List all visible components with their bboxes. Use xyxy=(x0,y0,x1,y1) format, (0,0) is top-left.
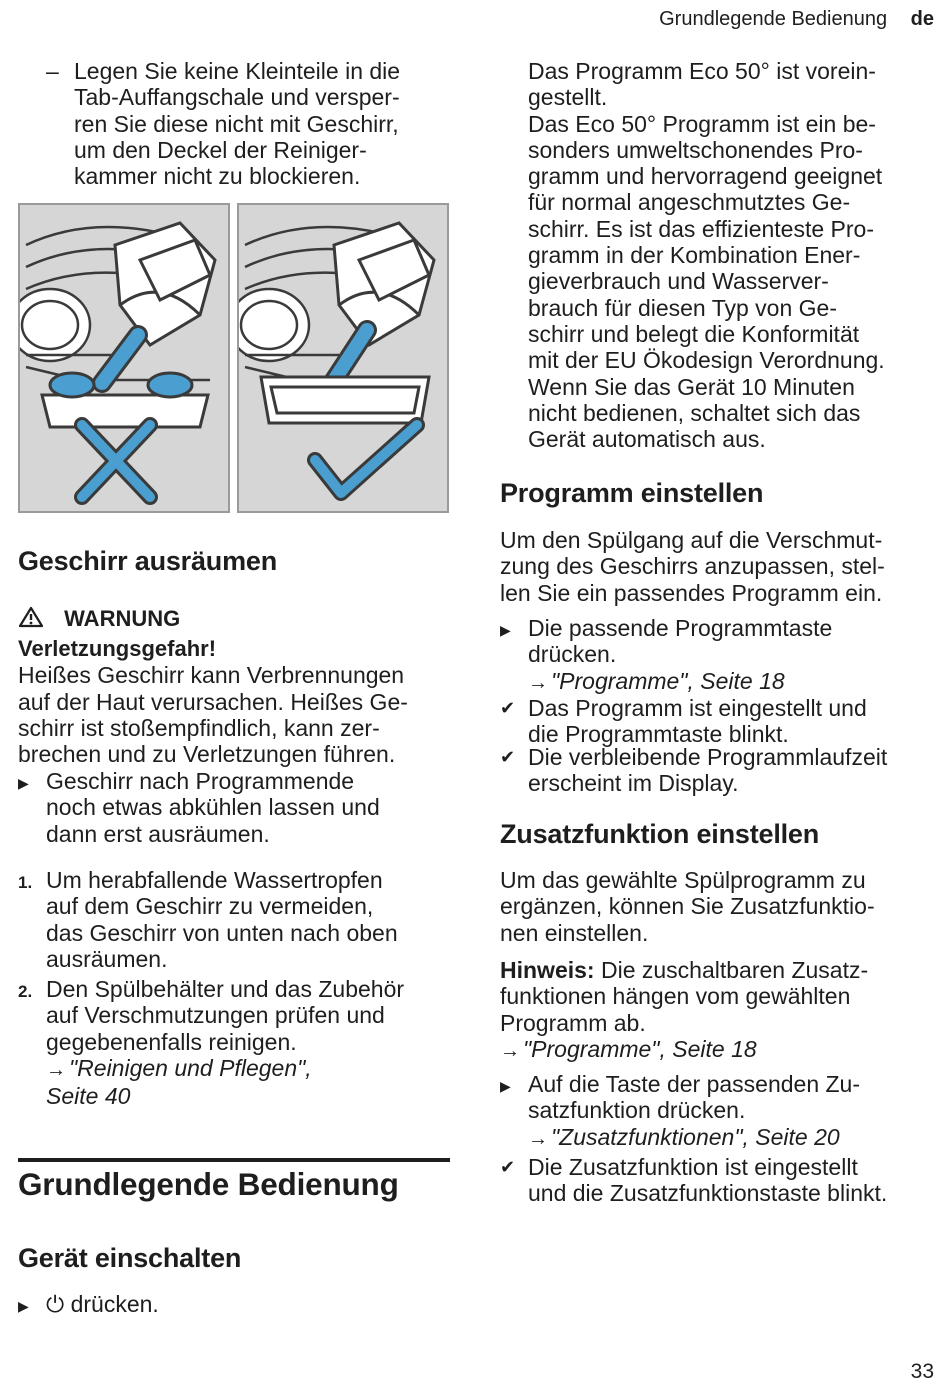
bullet-triangle-icon: ▶ xyxy=(18,775,29,791)
text-line: funktionen hängen vom gewählten xyxy=(500,983,851,1010)
switch-on-step xyxy=(46,1291,159,1317)
text-line: Das Eco 50° Programm ist ein be- xyxy=(528,110,876,137)
text-line: schirr. Es ist das effizienteste Pro- xyxy=(528,215,874,242)
text-line: Die zuschaltbaren Zusatz- xyxy=(594,957,869,983)
text-line: gieverbrauch und Wasserver- xyxy=(528,268,829,295)
text-line: satzfunktion drücken. xyxy=(528,1097,746,1124)
text-line: die Programmtaste blinkt. xyxy=(528,721,789,748)
text-line: Die passende Programmtaste xyxy=(528,615,833,641)
text-line: Gerät automatisch aus. xyxy=(528,426,766,453)
text-line: schirr und belegt die Konformität xyxy=(528,320,860,347)
text-line: Um den Spülgang auf die Verschmut- xyxy=(500,527,883,553)
note-label: Hinweis: xyxy=(500,957,595,983)
illustration-correct xyxy=(237,203,449,513)
cross-reference-link[interactable] xyxy=(528,1124,860,1152)
header-section-title: Grundlegende Bedienung xyxy=(659,8,888,30)
bullet-triangle-icon: ▶ xyxy=(500,622,511,638)
reference-text: "Reinigen und Pflegen", xyxy=(69,1054,312,1081)
illustration-wrong xyxy=(18,203,230,513)
intro-dash: – xyxy=(46,58,59,84)
header-language: de xyxy=(910,8,934,30)
extra-function-intro xyxy=(500,867,875,946)
program-intro xyxy=(500,527,885,606)
text-line: nen einstellen. xyxy=(500,919,649,946)
eco-program-text xyxy=(528,58,885,452)
warning-text xyxy=(18,662,458,767)
warning-step xyxy=(46,768,380,847)
text-line: Die verbleibende Programmlaufzeit xyxy=(528,744,888,770)
text-line: Legen Sie keine Kleinteile in die xyxy=(74,58,401,84)
text-line: Um das gewählte Spülprogramm zu xyxy=(500,867,866,893)
switch-on-heading: Gerät einschalten xyxy=(18,1243,242,1273)
step-2 xyxy=(46,976,404,1109)
text-line: gramm und hervorragend geeignet xyxy=(528,163,883,190)
bullet-triangle-icon: ▶ xyxy=(500,1078,511,1094)
step-number: 1. xyxy=(18,873,33,892)
text-line: drücken. xyxy=(70,1291,159,1317)
text-line: gramm in der Kombination Ener- xyxy=(528,242,861,269)
arrow-right-icon: → xyxy=(46,1058,66,1081)
unload-heading: Geschirr ausräumen xyxy=(18,546,278,576)
text-line: schirr ist stoßempfindlich, kann zer- xyxy=(18,714,380,741)
text-line: auf dem Geschirr zu vermeiden, xyxy=(46,893,374,920)
bullet-triangle-icon: ▶ xyxy=(18,1298,29,1314)
text-line: Tab-Auffangschale und versper- xyxy=(74,84,400,111)
text-line: Auf die Taste der passenden Zu- xyxy=(528,1071,861,1097)
text-line: Das Programm Eco 50° ist vorein- xyxy=(528,58,876,84)
extra-function-step xyxy=(528,1071,860,1152)
text-line: Programm ab. xyxy=(500,1009,646,1036)
text-line: nicht bedienen, schaltet sich das xyxy=(528,399,861,426)
warning-block xyxy=(18,606,458,767)
warning-icon xyxy=(18,606,44,628)
step-1 xyxy=(46,867,398,972)
text-line: erscheint im Display. xyxy=(528,770,739,797)
text-line: das Geschirr von unten nach oben xyxy=(46,919,398,946)
text-line: kammer nicht zu blockieren. xyxy=(74,163,361,190)
text-line: ren Sie diese nicht mit Geschirr, xyxy=(74,110,399,137)
text-line: Das Programm ist eingestellt und xyxy=(528,695,867,721)
step-number: 2. xyxy=(18,982,33,1001)
text-line: len Sie ein passendes Programm ein. xyxy=(500,579,883,606)
text-line: sonders umweltschonendes Pro- xyxy=(528,136,863,163)
reference-text: "Programme", Seite 18 xyxy=(551,667,785,694)
checkmark-icon: ✔ xyxy=(500,747,516,767)
program-heading: Programm einstellen xyxy=(500,478,764,508)
program-step xyxy=(528,615,832,696)
text-line: mit der EU Ökodesign Verordnung. xyxy=(528,347,885,374)
cross-reference-link[interactable] xyxy=(46,1055,404,1083)
text-line: zung des Geschirrs anzupassen, stel- xyxy=(500,553,885,580)
extra-function-result xyxy=(528,1154,887,1207)
text-line: brechen und zu Verletzungen führen. xyxy=(18,741,396,768)
text-line: ausräumen. xyxy=(46,945,168,972)
warning-title: Verletzungsgefahr! xyxy=(18,636,217,661)
power-icon: ⏻ xyxy=(46,1291,65,1317)
text-line: Die Zusatzfunktion ist eingestellt xyxy=(528,1154,858,1180)
text-line: Wenn Sie das Gerät 10 Minuten xyxy=(528,373,855,400)
note-block xyxy=(500,957,868,1064)
reference-text: "Programme", Seite 18 xyxy=(523,1035,757,1062)
text-line: und die Zusatzfunktionstaste blinkt. xyxy=(528,1180,888,1207)
cross-reference-link[interactable] xyxy=(500,1036,868,1064)
text-line: noch etwas abkühlen lassen und xyxy=(46,794,380,821)
text-line: für normal angeschmutztes Ge- xyxy=(528,189,851,216)
checkmark-icon: ✔ xyxy=(500,1157,516,1177)
text-line: auf Verschmutzungen prüfen und xyxy=(46,1002,385,1029)
warning-label: WARNUNG xyxy=(64,606,181,631)
arrow-right-icon: → xyxy=(528,671,548,694)
text-line: drücken. xyxy=(528,641,617,668)
reference-text[interactable]: Seite 40 xyxy=(46,1083,131,1110)
checkmark-icon: ✔ xyxy=(500,698,516,718)
text-line: auf der Haut verursachen. Heißes Ge- xyxy=(18,688,408,715)
text-line: dann erst ausräumen. xyxy=(46,820,270,847)
arrow-right-icon: → xyxy=(528,1127,548,1150)
text-line: brauch für diesen Typ von Ge- xyxy=(528,294,837,321)
section-heading: Grundlegende Bedienung xyxy=(18,1166,399,1202)
text-line: ergänzen, können Sie Zusatzfunktio- xyxy=(500,893,875,920)
cross-reference-link[interactable] xyxy=(528,668,832,696)
section-rule xyxy=(18,1158,450,1162)
text-line: gestellt. xyxy=(528,84,608,111)
text-line: Um herabfallende Wassertropfen xyxy=(46,867,383,893)
extra-function-heading: Zusatzfunktion einstellen xyxy=(500,819,820,849)
text-line: gegebenenfalls reinigen. xyxy=(46,1028,297,1055)
text-line: um den Deckel der Reiniger- xyxy=(74,136,367,163)
intro-text xyxy=(74,58,400,189)
arrow-right-icon: → xyxy=(500,1039,520,1062)
checkmark-icon xyxy=(315,425,417,493)
text-line: Geschirr nach Programmende xyxy=(46,768,355,794)
program-result-1 xyxy=(528,695,867,748)
reference-text: "Zusatzfunktionen", Seite 20 xyxy=(551,1123,840,1150)
running-header xyxy=(659,8,934,31)
text-line: Heißes Geschirr kann Verbrennungen xyxy=(18,662,405,689)
program-result-2 xyxy=(528,744,887,797)
text-line: Den Spülbehälter und das Zubehör xyxy=(46,976,405,1002)
page-number: 33 xyxy=(910,1360,934,1383)
